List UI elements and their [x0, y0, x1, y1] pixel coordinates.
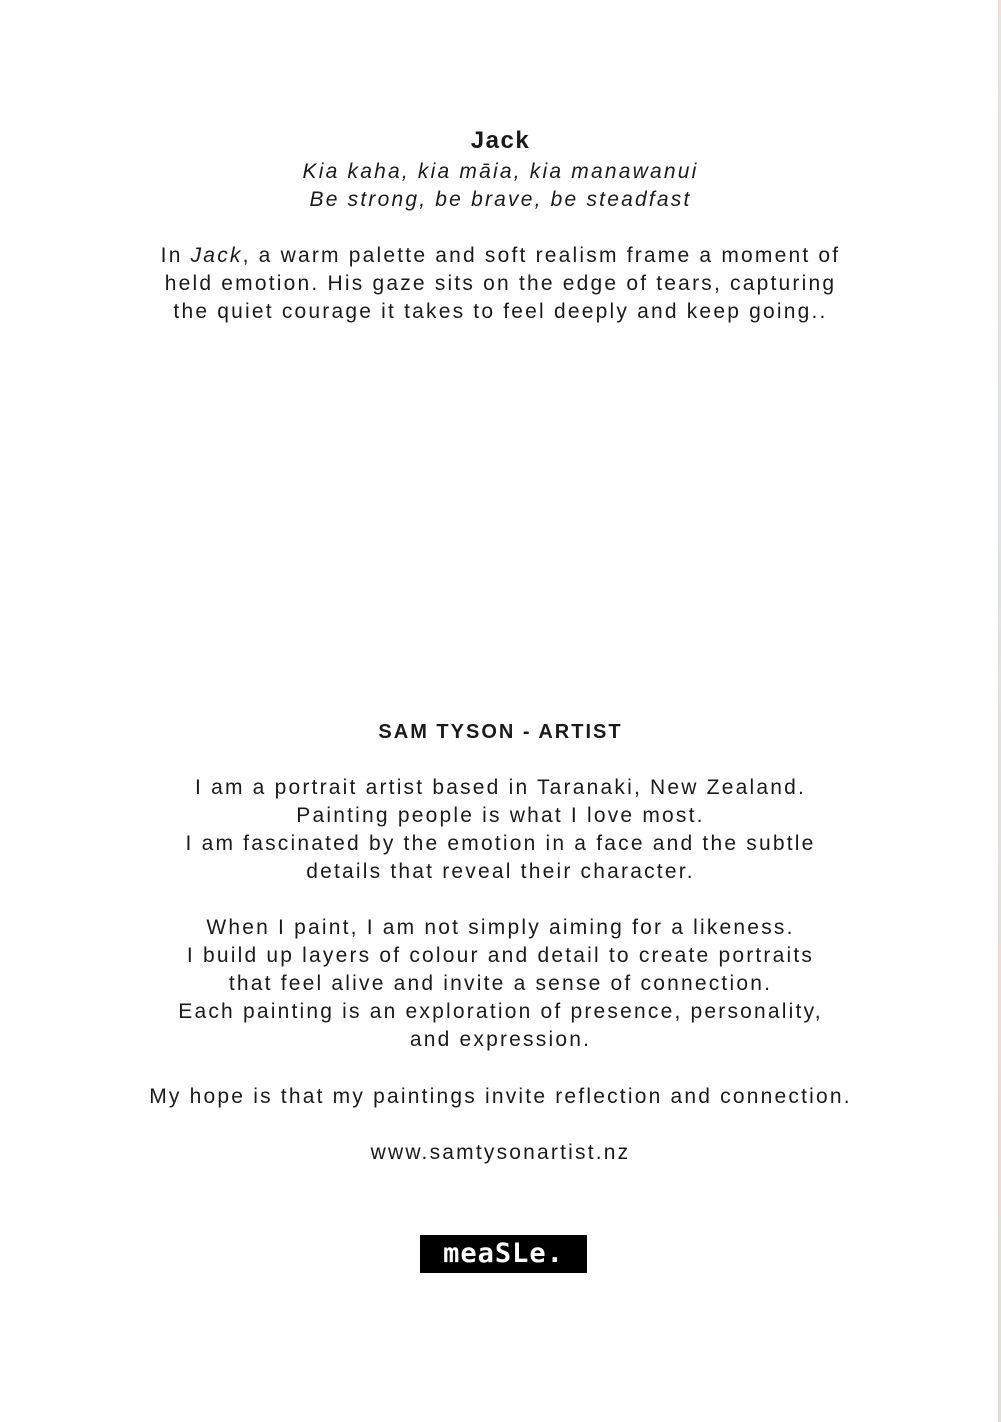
- description-artwork-title: Jack: [190, 244, 243, 267]
- artist-bio-paragraph-3: My hope is that my paintings invite reflection and connection.: [149, 1085, 852, 1108]
- motto-line-english: Be strong, be brave, be steadfast: [309, 188, 692, 211]
- artwork-motto: [0, 158, 1001, 214]
- description-prefix: In: [160, 244, 191, 267]
- artist-website: www.samtysonartist.nz: [370, 1141, 631, 1164]
- artwork-title: Jack: [470, 127, 531, 154]
- bio-line: I am fascinated by the emotion in a face and the subtle: [185, 832, 816, 855]
- motto-line-maori: Kia kaha, kia māia, kia manawanui: [302, 160, 699, 183]
- artist-heading: SAM TYSON - ARTIST: [378, 721, 623, 743]
- bio-line: When I paint, I am not simply aiming for a likeness.: [206, 916, 795, 939]
- bio-line: I am a portrait artist based in Taranaki, New Zealand.: [195, 776, 806, 799]
- description-line-rest: , a warm palette and soft realism frame a moment of: [242, 244, 841, 267]
- artist-bio-paragraph-1: [0, 774, 1001, 886]
- measle-logo: meaSLe.: [420, 1235, 587, 1273]
- bio-line: details that reveal their character.: [306, 860, 695, 883]
- bio-line: I build up layers of colour and detail to create portraits: [186, 944, 815, 967]
- artwork-description: [0, 242, 1001, 326]
- artist-bio-paragraph-2: [0, 914, 1001, 1054]
- bio-line: Each painting is an exploration of presence, personality,: [178, 1000, 823, 1023]
- description-line: the quiet courage it takes to feel deeply and keep going..: [173, 300, 828, 323]
- bio-line: and expression.: [409, 1028, 592, 1051]
- description-line: held emotion. His gaze sits on the edge of tears, capturing: [164, 272, 837, 295]
- bio-line: that feel alive and invite a sense of connection.: [228, 972, 773, 995]
- bio-line: Painting people is what I love most.: [296, 804, 705, 827]
- description-line: [0, 242, 1001, 270]
